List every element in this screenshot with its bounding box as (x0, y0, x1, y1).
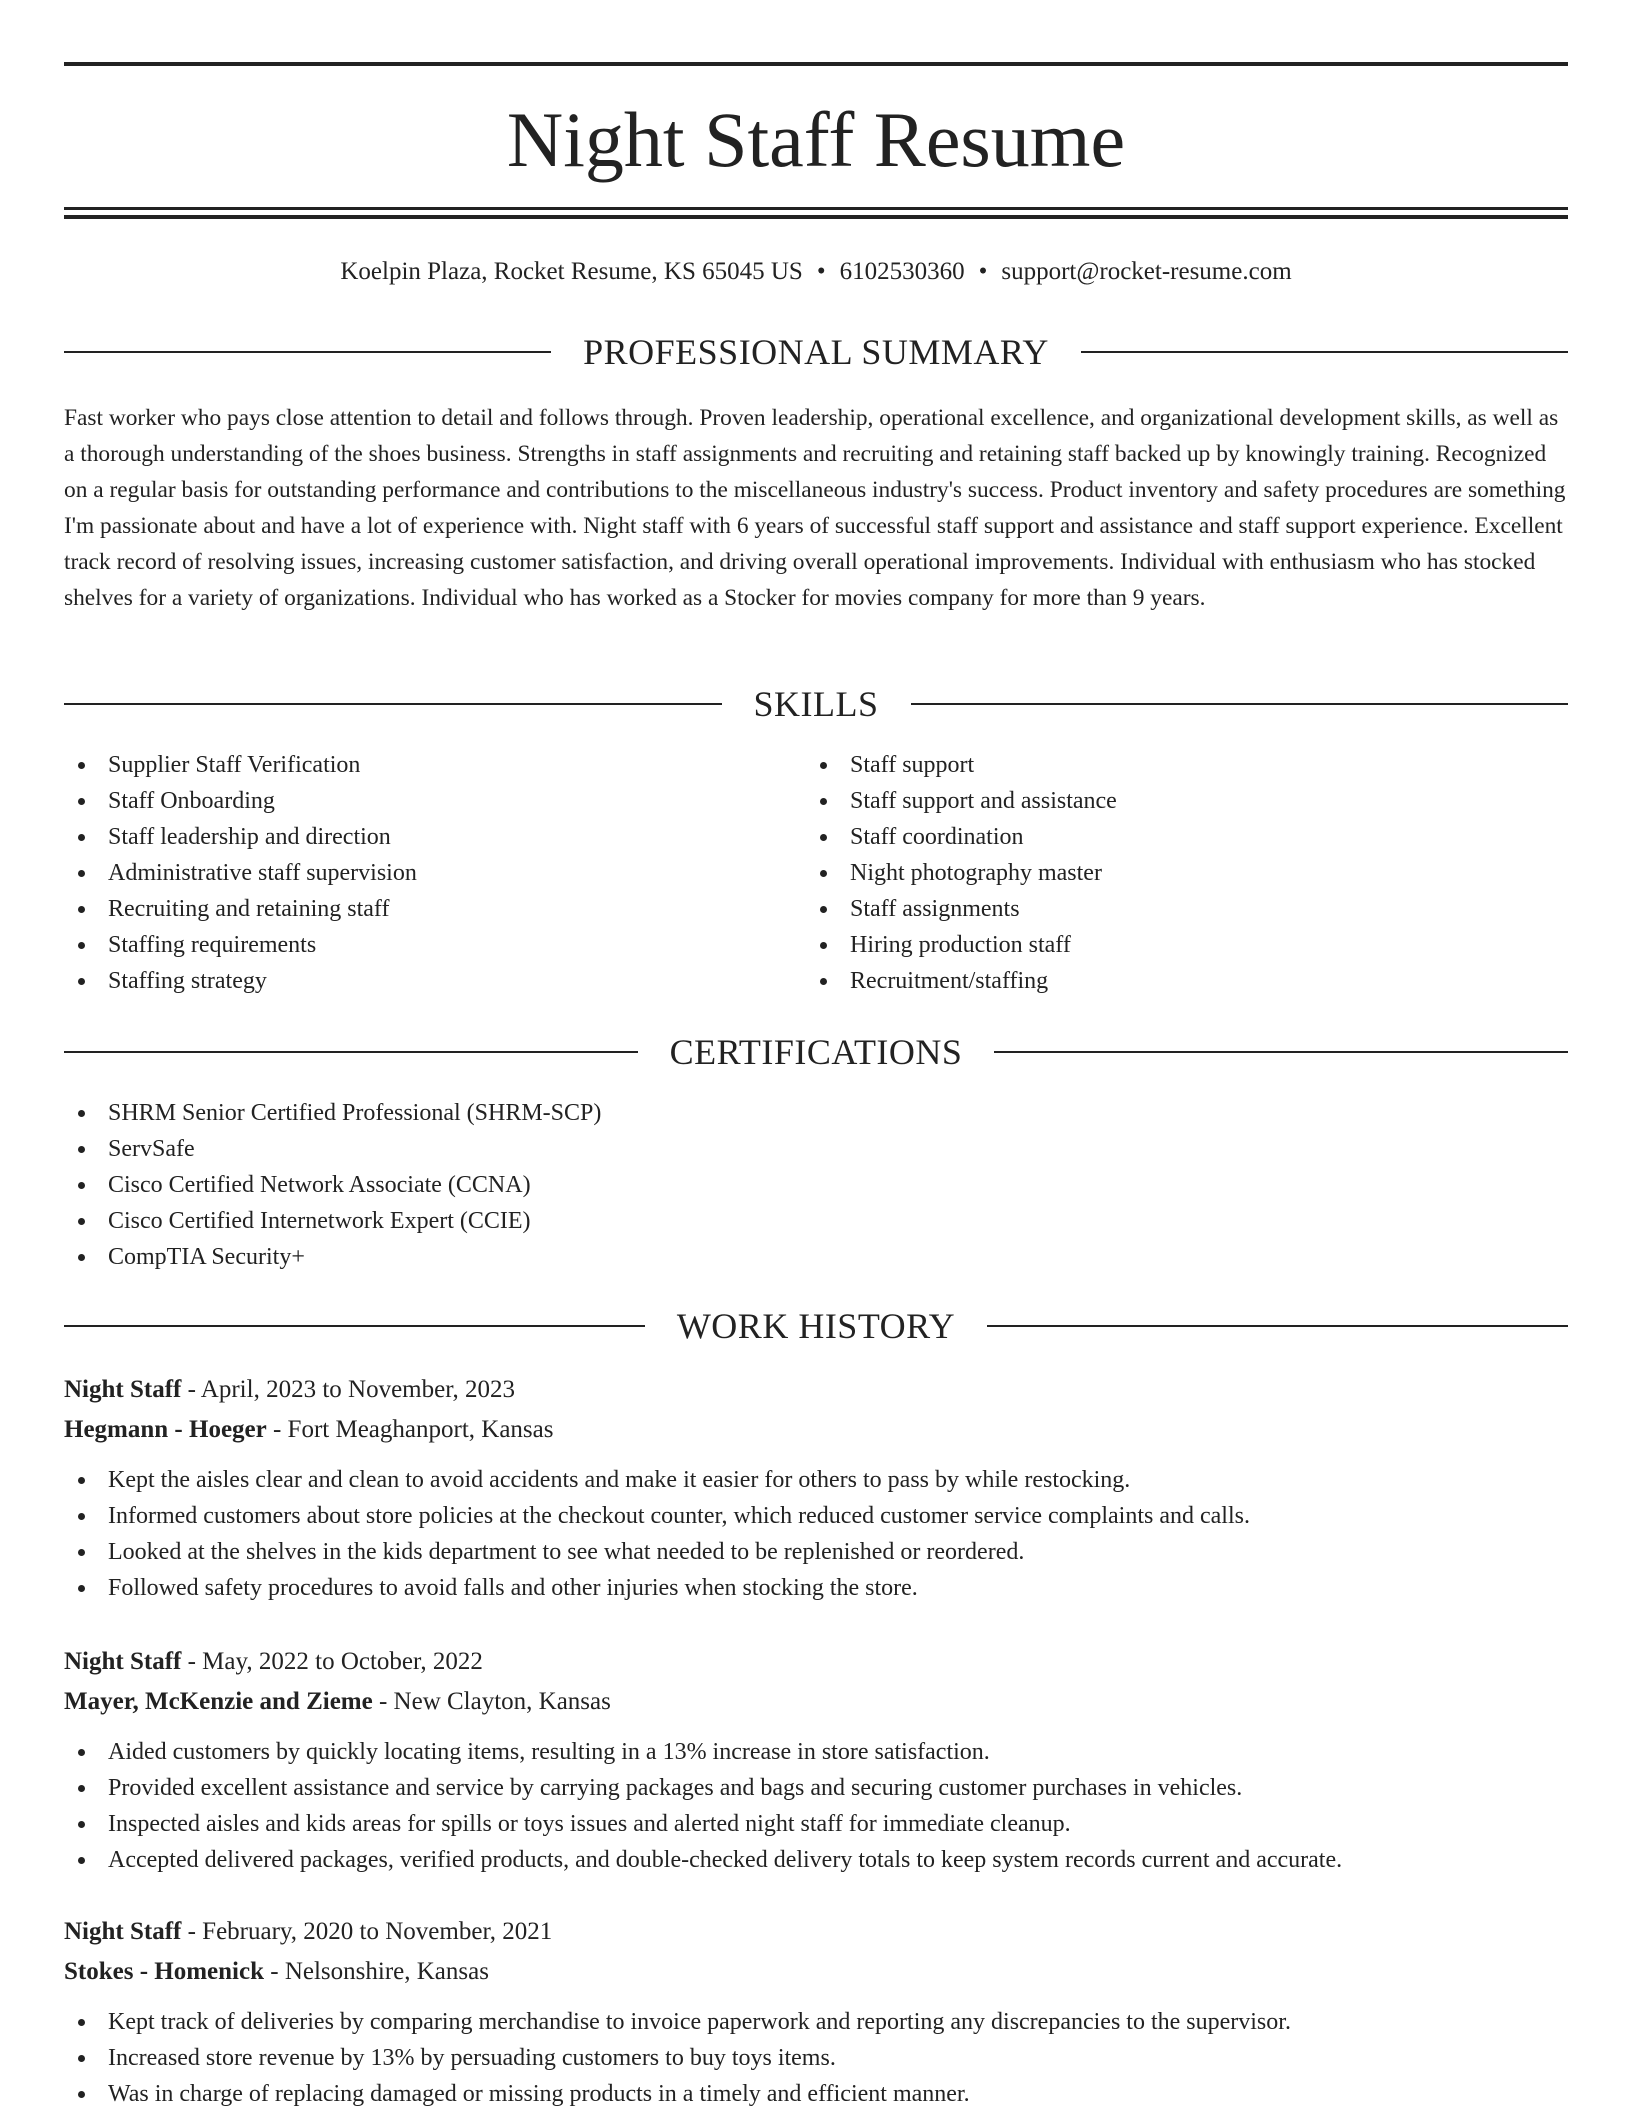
heading-rule-left (64, 1051, 638, 1053)
section-title-summary: PROFESSIONAL SUMMARY (583, 332, 1049, 372)
skill-item: Administrative staff supervision (64, 855, 764, 891)
certification-item: CompTIA Security+ (64, 1239, 1568, 1275)
job-duty-item: Kept the aisles clear and clean to avoid accidents and make it easier for others to pass by while restocking. (64, 1462, 1568, 1498)
skill-item: Staff leadership and direction (64, 819, 764, 855)
skill-item: Recruitment/staffing (806, 963, 1506, 999)
certifications-list (64, 1095, 1568, 1275)
section-heading-certifications (64, 1030, 1568, 1074)
contact-phone: 6102530360 (839, 258, 965, 285)
job-entry (64, 1912, 1568, 2112)
skills-list-left (64, 747, 764, 999)
job-title-line (64, 1912, 1568, 1952)
header-double-rule-lower (64, 215, 1568, 219)
skill-item: Recruiting and retaining staff (64, 891, 764, 927)
job-duties-list (64, 1734, 1568, 1878)
job-company: Hegmann - Hoeger (64, 1416, 267, 1443)
job-location: - Nelsonshire, Kansas (264, 1958, 489, 1985)
job-company-line (64, 1410, 1568, 1450)
job-duty-item: Looked at the shelves in the kids department to see what needed to be replenished or reordered. (64, 1534, 1568, 1570)
certification-item: Cisco Certified Internetwork Expert (CCIE) (64, 1203, 1568, 1239)
section-title-skills: SKILLS (753, 684, 879, 724)
job-company: Mayer, McKenzie and Zieme (64, 1688, 373, 1715)
job-dates: - February, 2020 to November, 2021 (181, 1918, 553, 1945)
skill-item: Supplier Staff Verification (64, 747, 764, 783)
skill-item: Staff support (806, 747, 1506, 783)
heading-rule-right (987, 1325, 1568, 1327)
header-top-rule (64, 62, 1568, 66)
job-role: Night Staff (64, 1376, 182, 1403)
heading-rule-left (64, 351, 551, 353)
job-duty-item: Informed customers about store policies at the checkout counter, which reduced customer service complaints and calls. (64, 1498, 1568, 1534)
heading-rule-right (1081, 351, 1568, 353)
skill-item: Staff coordination (806, 819, 1506, 855)
heading-rule-left (64, 1325, 645, 1327)
section-title-work-history: WORK HISTORY (676, 1306, 956, 1346)
job-entry (64, 1370, 1568, 1606)
job-duty-item: Increased store revenue by 13% by persuading customers to buy toys items. (64, 2040, 1568, 2076)
job-company-line (64, 1952, 1568, 1992)
section-heading-summary (64, 330, 1568, 374)
skill-item: Night photography master (806, 855, 1506, 891)
certification-item: Cisco Certified Network Associate (CCNA) (64, 1167, 1568, 1203)
job-dates: - April, 2023 to November, 2023 (181, 1376, 516, 1403)
job-role: Night Staff (64, 1918, 182, 1945)
job-location: - Fort Meaghanport, Kansas (266, 1416, 554, 1443)
heading-rule-left (64, 703, 722, 705)
job-duty-item: Provided excellent assistance and service by carrying packages and bags and securing customer purchases in vehicles. (64, 1770, 1568, 1806)
heading-rule-right (994, 1051, 1568, 1053)
job-duties-list (64, 1462, 1568, 1606)
summary-paragraph: Fast worker who pays close attention to detail and follows through. Proven leadership, operational excellence, and organizational development skills, as well as a thorough understanding of the shoes business. Strengths in staff assignments and recruiting and retaining staff backed up by knowingly training. Recognized on a regular basis for outstanding performance and contributions to the miscellaneous industry's success. Product inventory and safety procedures are something I'm passionate about and have a lot of experience with. Night staff with 6 years of successful staff support and assistance and staff support experience. Excellent track record of resolving issues, increasing customer satisfaction, and driving overall operational improvements. Individual with enthusiasm who has stocked shelves for a variety of organizations. Individual who has worked as a Stocker for movies company for more than 9 years. (64, 405, 1566, 611)
job-entry (64, 1642, 1568, 1878)
contact-separator: • (816, 258, 826, 285)
job-duty-item: Accepted delivered packages, verified products, and double-checked delivery totals to keep system records current and accurate. (64, 1842, 1568, 1878)
skills-list-right (806, 747, 1506, 999)
job-company: Stokes - Homenick (64, 1958, 264, 1985)
contact-address: Koelpin Plaza, Rocket Resume, KS 65045 US (340, 258, 803, 285)
contact-line (64, 254, 1568, 290)
section-title-certifications: CERTIFICATIONS (669, 1032, 963, 1072)
header-double-rule-upper (64, 207, 1568, 210)
job-title-line (64, 1642, 1568, 1682)
job-dates: - May, 2022 to October, 2022 (181, 1648, 483, 1675)
job-role: Night Staff (64, 1648, 182, 1675)
job-duty-item: Followed safety procedures to avoid falls and other injuries when stocking the store. (64, 1570, 1568, 1606)
skill-item: Hiring production staff (806, 927, 1506, 963)
job-duty-item: Kept track of deliveries by comparing merchandise to invoice paperwork and reporting any discrepancies to the supervisor. (64, 2004, 1568, 2040)
job-company-line (64, 1682, 1568, 1722)
contact-email: support@rocket-resume.com (1001, 258, 1292, 285)
skill-item: Staff Onboarding (64, 783, 764, 819)
certification-item: SHRM Senior Certified Professional (SHRM-SCP) (64, 1095, 1568, 1131)
section-heading-skills (64, 682, 1568, 726)
skill-item: Staff assignments (806, 891, 1506, 927)
skill-item: Staffing requirements (64, 927, 764, 963)
job-duty-item: Was in charge of replacing damaged or missing products in a timely and efficient manner. (64, 2076, 1568, 2112)
job-location: - New Clayton, Kansas (372, 1688, 611, 1715)
job-title-line (64, 1370, 1568, 1410)
contact-separator: • (978, 258, 988, 285)
section-heading-work-history (64, 1304, 1568, 1348)
skill-item: Staff support and assistance (806, 783, 1506, 819)
job-duty-item: Aided customers by quickly locating items, resulting in a 13% increase in store satisfaction. (64, 1734, 1568, 1770)
skill-item: Staffing strategy (64, 963, 764, 999)
job-duties-list (64, 2004, 1568, 2112)
job-duty-item: Inspected aisles and kids areas for spills or toys issues and alerted night staff for immediate cleanup. (64, 1806, 1568, 1842)
page-title: Night Staff Resume (506, 96, 1126, 183)
heading-rule-right (911, 703, 1569, 705)
certification-item: ServSafe (64, 1131, 1568, 1167)
